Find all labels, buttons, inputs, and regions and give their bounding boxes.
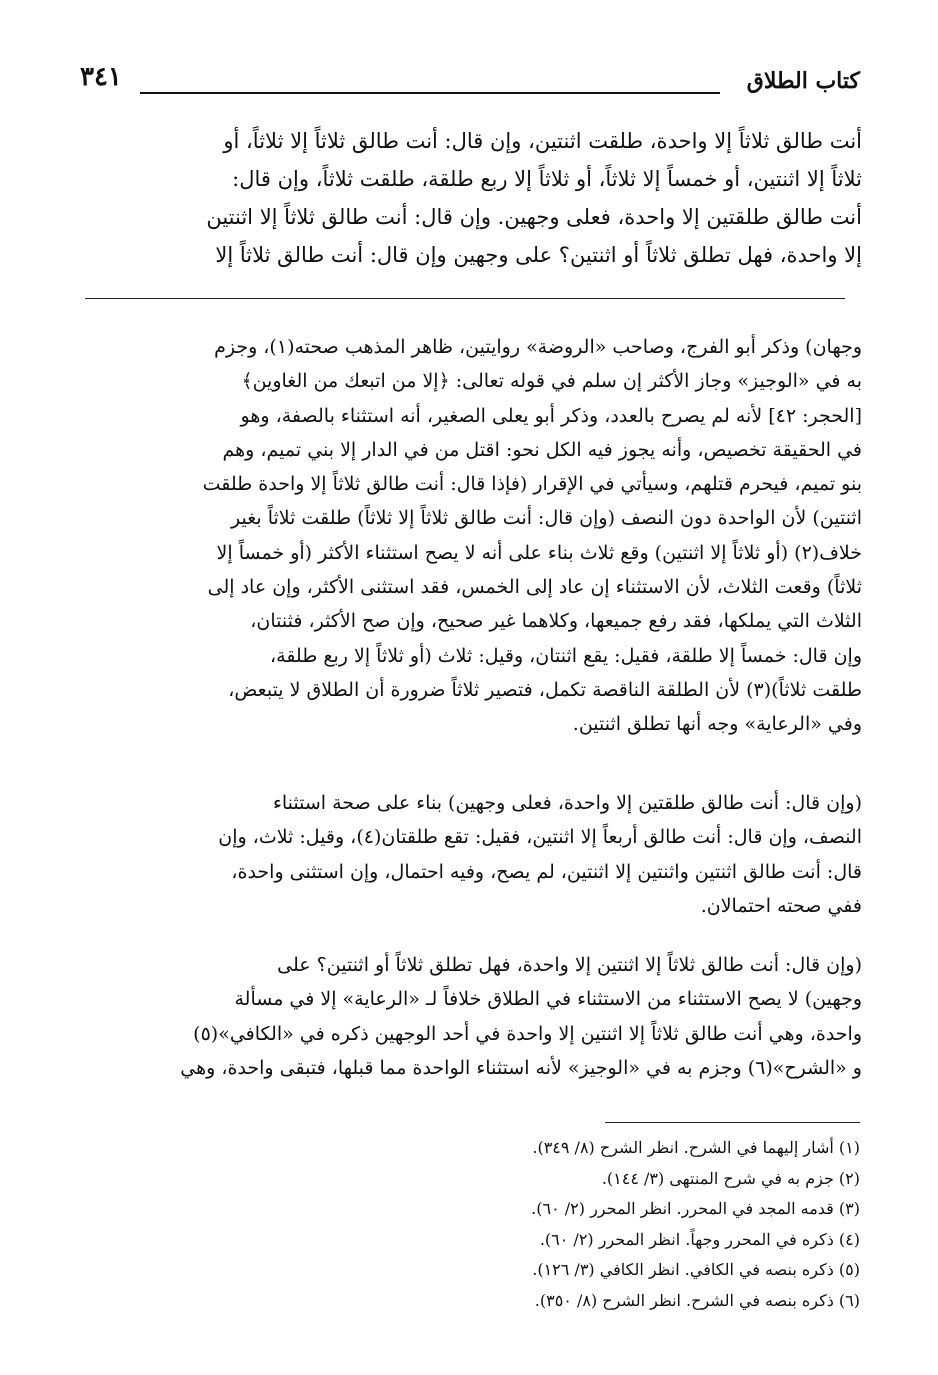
- commentary-line: به في «الوجيز» وجاز الأكثر إن سلم في قوله تعالى: ﴿إلا من اتبعك من الغاوين﴾: [241, 370, 862, 393]
- commentary-line: وجهان) وذكر أبو الفرج، وصاحب «الروضة» روايتين، ظاهر المذهب صحته(١)، وجزم: [214, 336, 862, 358]
- commentary-line: [الحجر: ٤٢] لأنه لم يصرح بالعدد، وذكر أبو يعلى الصغير، أنه استثناء بالصفة، وهو: [240, 404, 862, 427]
- commentary-line: في الحقيقة تخصيص، وأنه يجوز فيه الكل نحو: اقتل من في الدار إلا بني تميم، وهم: [222, 438, 862, 461]
- chapter-title: كتاب الطلاق: [746, 68, 860, 94]
- main-text: [80, 122, 862, 274]
- page-number: ٣٤١: [80, 62, 122, 92]
- commentary-paragraph-2: [80, 786, 862, 923]
- footnote: (٤) ذكره في المحرر وجهاً. انظر المحرر (٢/ ٦٠).: [539, 1229, 860, 1249]
- main-text-line: أنت طالق طلقتين إلا واحدة، فعلى وجهين. وإن قال: أنت طالق ثلاثاً إلا اثنتين: [206, 205, 862, 229]
- text-separator: [85, 298, 845, 299]
- commentary-line: خلاف(٢) (أو ثلاثاً إلا اثنتين) وقع ثلاث بناء على أنه لا يصح استثناء الأكثر (أو خمساً إلا: [216, 541, 862, 564]
- commentary-line: (وإن قال: أنت طالق طلقتين إلا واحدة، فعلى وجهين) بناء على صحة استثناء: [272, 792, 862, 814]
- commentary-line: قال: أنت طالق اثنتين واثنتين إلا اثنتين، لم يصح، وفيه احتمال، وإن استثنى واحدة،: [231, 860, 862, 883]
- footnote: (١) أشار إليهما في الشرح. انظر الشرح (٨/ ٣٤٩).: [532, 1138, 860, 1157]
- commentary-line: وإن قال: خمساً إلا طلقة، فقيل: يقع اثنتان، وقيل: ثلاث (أو ثلاثاً إلا ربع طلقة،: [270, 644, 862, 667]
- commentary-line: بنو تميم، فيحرم قتلهم، وسيأتي في الإقرار (فإذا قال: أنت طالق ثلاثاً إلا واحدة طلقت: [202, 473, 862, 496]
- commentary-paragraph-3: [80, 948, 862, 1085]
- footnotes: [80, 1133, 862, 1316]
- page-header: [80, 62, 860, 102]
- commentary-paragraph-1: [80, 330, 862, 742]
- main-text-line: أنت طالق ثلاثاً إلا واحدة، طلقت اثنتين، وإن قال: أنت طالق ثلاثاً إلا ثلاثاً، أو: [223, 129, 862, 153]
- commentary-line: طلقت ثلاثاً)(٣) لأن الطلقة الناقصة تكمل، فتصير ثلاثاً ضرورة أن الطلاق لا يتبعض،: [228, 678, 862, 701]
- commentary-line: ففي صحته احتمالان.: [700, 894, 862, 917]
- main-text-line: إلا واحدة، فهل تطلق ثلاثاً أو اثنتين؟ على وجهين وإن قال: أنت طالق ثلاثاً إلا: [215, 243, 862, 267]
- commentary-line: (وإن قال: أنت طالق ثلاثاً إلا اثنتين إلا واحدة، فهل تطلق ثلاثاً أو اثنتين؟ على: [277, 954, 862, 976]
- footnote: (٦) ذكره بنصه في الشرح. انظر الشرح (٨/ ٣٥٠).: [534, 1290, 860, 1310]
- commentary-line: النصف، وإن قال: أنت طالق أربعاً إلا اثنتين، فقيل: تقع طلقتان(٤)، وقيل: ثلاث، وإن: [218, 826, 862, 849]
- footnote: (٥) ذكره بنصه في الكافي. انظر الكافي (٣/ ١٢٦).: [532, 1260, 860, 1279]
- footnote: (٢) جزم به في شرح المنتهى (٣/ ١٤٤).: [601, 1168, 860, 1188]
- footnote: (٣) قدمه المجد في المحرر. انظر المحرر (٢/ ٦٠).: [531, 1199, 860, 1218]
- main-text-line: ثلاثاً إلا اثنتين، أو خمساً إلا ثلاثاً، أو ثلاثاً إلا ربع طلقة، طلقت ثلاثاً، وإن قال:: [232, 167, 862, 191]
- footnote-rule: [605, 1122, 860, 1123]
- commentary-line: ثلاثاً) وقعت الثلاث، لأن الاستثناء إن عاد إلى الخمس، فقد استثنى الأكثر، وإن عاد إلى: [207, 576, 862, 599]
- commentary-line: و «الشرح»(٦) وجزم به في «الوجيز» لأنه استثناء الواحدة مما قبلها، فتبقى واحدة، وهي: [180, 1056, 862, 1079]
- commentary-line: اثنتين) لأن الواحدة دون النصف (وإن قال: أنت طالق ثلاثاً إلا ثلاثاً) طلقت ثلاثاً بغير: [230, 507, 862, 530]
- commentary-line: وجهين) لا يصح الاستثناء من الاستثناء في الطلاق خلافاً لـ «الرعاية» إلا في مسألة: [234, 988, 862, 1011]
- commentary-line: الثلاث التي يملكها، فقد رفع جميعها، وكلاهما غير صحيح، وإن صح الأكثر، فثنتان،: [250, 610, 862, 633]
- commentary-line: وفي «الرعاية» وجه أنها تطلق اثنتين.: [572, 713, 862, 736]
- header-rule: [140, 92, 720, 94]
- commentary-line: واحدة، وهي أنت طالق ثلاثاً إلا اثنتين إلا واحدة في أحد الوجهين ذكره في «الكافي»(٥): [193, 1022, 862, 1045]
